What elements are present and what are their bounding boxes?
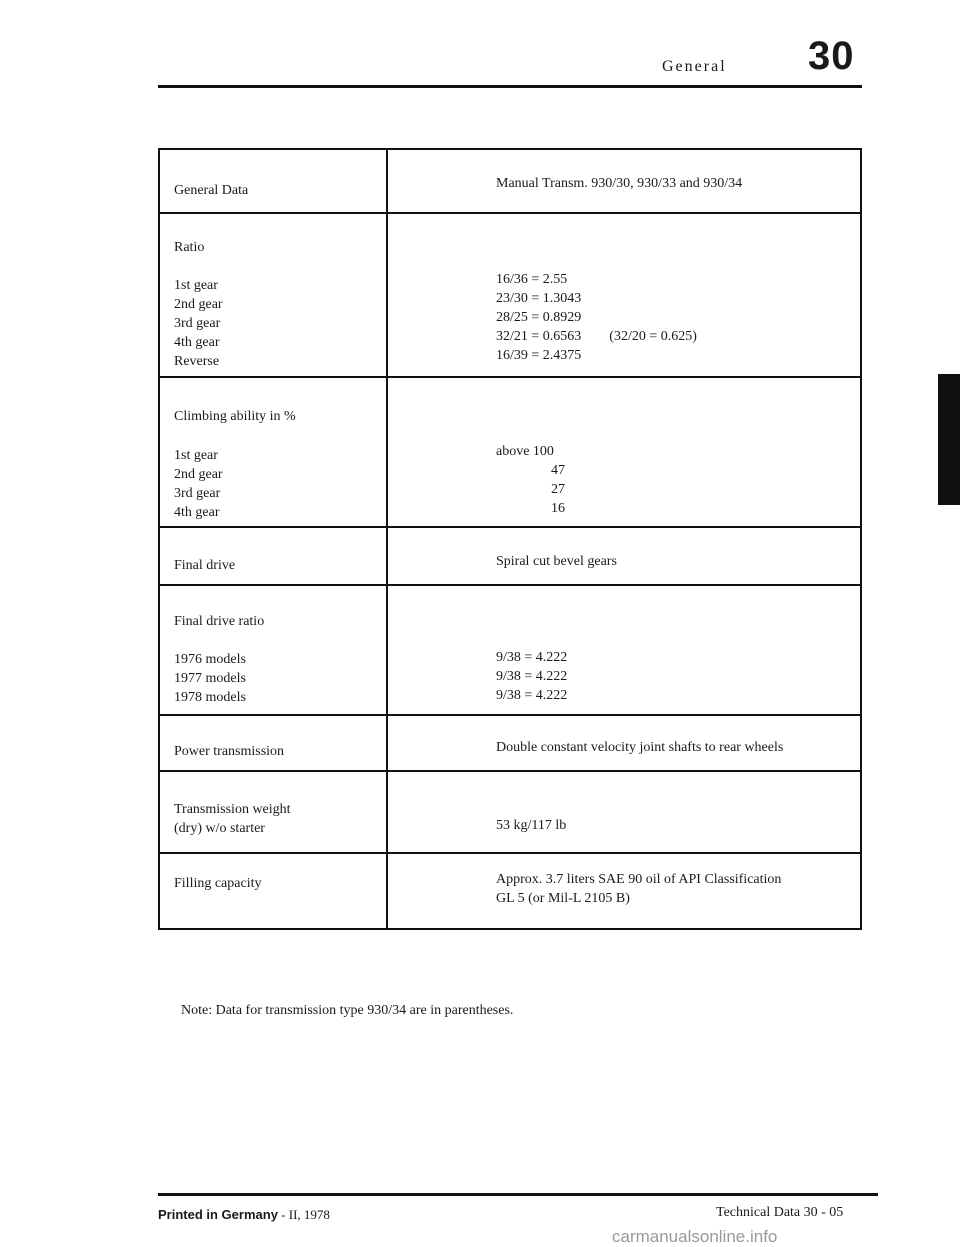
gear-label: 2nd gear (174, 467, 223, 482)
climbing-values (496, 442, 565, 518)
ratio-note: (32/20 = 0.625) (609, 329, 697, 344)
climbing-value: 16 (551, 501, 565, 516)
column-header-manual-transmission: Manual Transm. 930/30, 930/33 and 930/34 (496, 176, 743, 191)
row-divider (160, 770, 860, 772)
gear-label: 3rd gear (174, 486, 221, 501)
section-tab-marker (938, 374, 960, 505)
gear-label: 1st gear (174, 448, 218, 463)
column-header-general-data: General Data (174, 183, 249, 198)
filling-capacity-values (496, 870, 781, 908)
printed-label: Printed in Germany (158, 1207, 278, 1222)
filling-capacity-label: Filling capacity (174, 876, 262, 891)
ratio-fraction: 23/30 (496, 291, 528, 306)
ratio-title: Ratio (174, 240, 205, 255)
technical-data-table (158, 148, 862, 930)
weight-value: 53 kg/117 lb (496, 818, 567, 833)
filling-value: GL 5 (or Mil-L 2105 B) (496, 891, 630, 906)
gear-label: Reverse (174, 354, 220, 369)
model-labels (174, 650, 246, 707)
gear-label: 2nd gear (174, 297, 223, 312)
ratio-fraction: 9/38 (496, 650, 521, 665)
weight-label: (dry) w/o starter (174, 821, 265, 836)
final-drive-ratio-values: 9/38 = 4.222 9/38 = 4.222 9/38 = 4.222 (496, 650, 568, 703)
ratio-value: 0.8929 (542, 310, 582, 325)
header-rule (158, 85, 862, 88)
final-drive-ratio-title: Final drive ratio (174, 614, 265, 629)
filling-value: Approx. 3.7 liters SAE 90 oil of API Classification (496, 872, 782, 887)
ratio-value: 2.4375 (542, 348, 582, 363)
printed-line (158, 1207, 330, 1223)
weight-labels (174, 800, 291, 838)
climbing-labels (174, 446, 223, 522)
climbing-value: 27 (551, 482, 565, 497)
ratio-value: 4.222 (535, 669, 568, 684)
power-transmission-value: Double constant velocity joint shafts to rear wheels (496, 740, 784, 755)
final-drive-label: Final drive (174, 558, 236, 573)
model-label: 1976 models (174, 652, 246, 667)
model-label: 1978 models (174, 690, 246, 705)
model-label: 1977 models (174, 671, 246, 686)
ratio-value: 4.222 (535, 688, 568, 703)
ratio-fraction: 28/25 (496, 310, 528, 325)
row-divider (160, 526, 860, 528)
gear-label: 4th gear (174, 335, 220, 350)
ratio-value: 2.55 (542, 272, 568, 287)
ratio-values: 16/36 = 2.55 23/30 = 1.3043 28/25 = 0.8929 32/21 = 0.6563 (32/20 = 0.625) 16/39 = 2.4375 (496, 272, 697, 363)
final-drive-value: Spiral cut bevel gears (496, 554, 617, 569)
row-divider (160, 376, 860, 378)
gear-label: 4th gear (174, 505, 220, 520)
gear-label: 1st gear (174, 278, 218, 293)
ratio-fraction: 9/38 (496, 669, 521, 684)
parentheses-note: Note: Data for transmission type 930/34 are in parentheses. (181, 1003, 514, 1018)
section-number: 30 (808, 34, 855, 78)
ratio-value: 4.222 (535, 650, 568, 665)
column-divider (386, 150, 388, 928)
ratio-labels (174, 276, 223, 371)
power-transmission-label: Power transmission (174, 744, 285, 759)
ratio-fraction: 32/21 (496, 329, 528, 344)
climbing-title: Climbing ability in % (174, 409, 296, 424)
section-title: General (662, 58, 727, 75)
footer-rule (158, 1193, 878, 1196)
row-divider (160, 212, 860, 214)
row-divider (160, 714, 860, 716)
ratio-fraction: 16/39 (496, 348, 528, 363)
climbing-value: above 100 (496, 444, 554, 459)
edition-label: - II, 1978 (281, 1207, 330, 1222)
row-divider (160, 584, 860, 586)
row-divider (160, 852, 860, 854)
ratio-fraction: 16/36 (496, 272, 528, 287)
climbing-value: 47 (551, 463, 565, 478)
ratio-fraction: 9/38 (496, 688, 521, 703)
watermark-link[interactable]: carmanualsonline.info (612, 1227, 778, 1246)
ratio-value: 1.3043 (542, 291, 582, 306)
ratio-value: 0.6563 (542, 329, 582, 344)
gear-label: 3rd gear (174, 316, 221, 331)
page-reference: Technical Data 30 - 05 (716, 1205, 844, 1220)
weight-label: Transmission weight (174, 802, 291, 817)
